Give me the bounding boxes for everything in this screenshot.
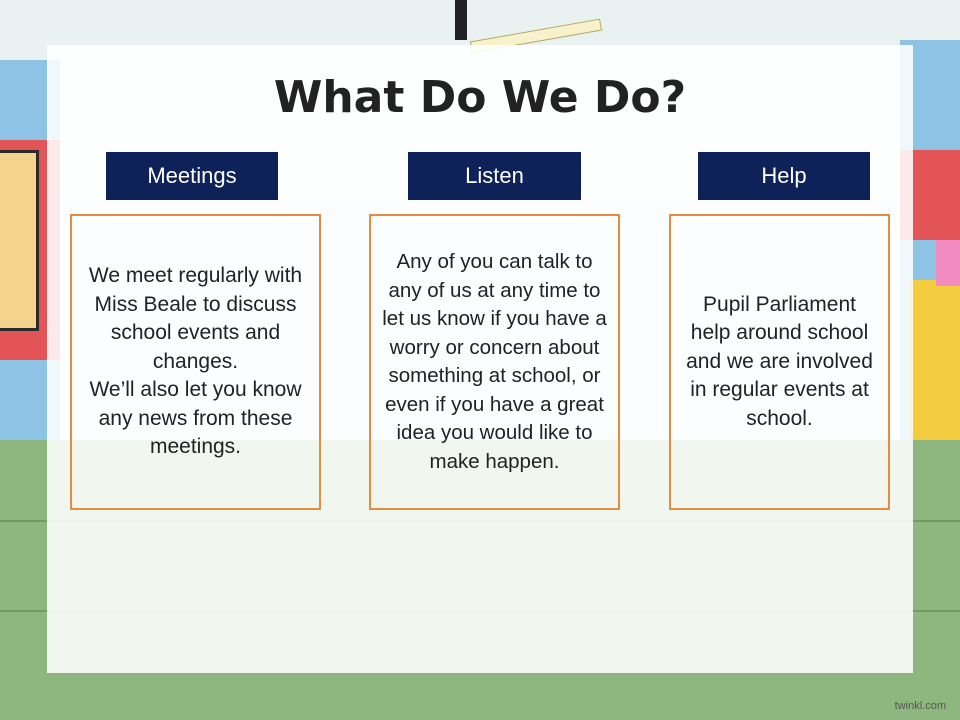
meetings-text: We meet regularly with Miss Beale to discuss school events and changes. We’ll also let you know any news from these meetings.: [88, 264, 303, 459]
projector-pole: [455, 0, 467, 40]
listen-text-box: [369, 214, 620, 510]
pink-box: [936, 240, 960, 286]
meetings-text-box: [70, 214, 321, 510]
help-text-box: [669, 214, 890, 510]
slide-title: What Do We Do?: [273, 72, 687, 123]
help-text: Pupil Parliament help around school and we are involved in regular events at school.: [686, 292, 873, 430]
help-heading: Help: [698, 152, 870, 200]
listen-text: Any of you can talk to any of us at any time to let us know if you have a worry or concern about something at school, or even if you have a great idea you would like to make happen.: [382, 250, 607, 473]
twinkl-logo: twinkl.com: [894, 700, 946, 712]
meetings-heading: Meetings: [106, 152, 278, 200]
wall-painting: [0, 150, 39, 331]
listen-heading: Listen: [408, 152, 581, 200]
